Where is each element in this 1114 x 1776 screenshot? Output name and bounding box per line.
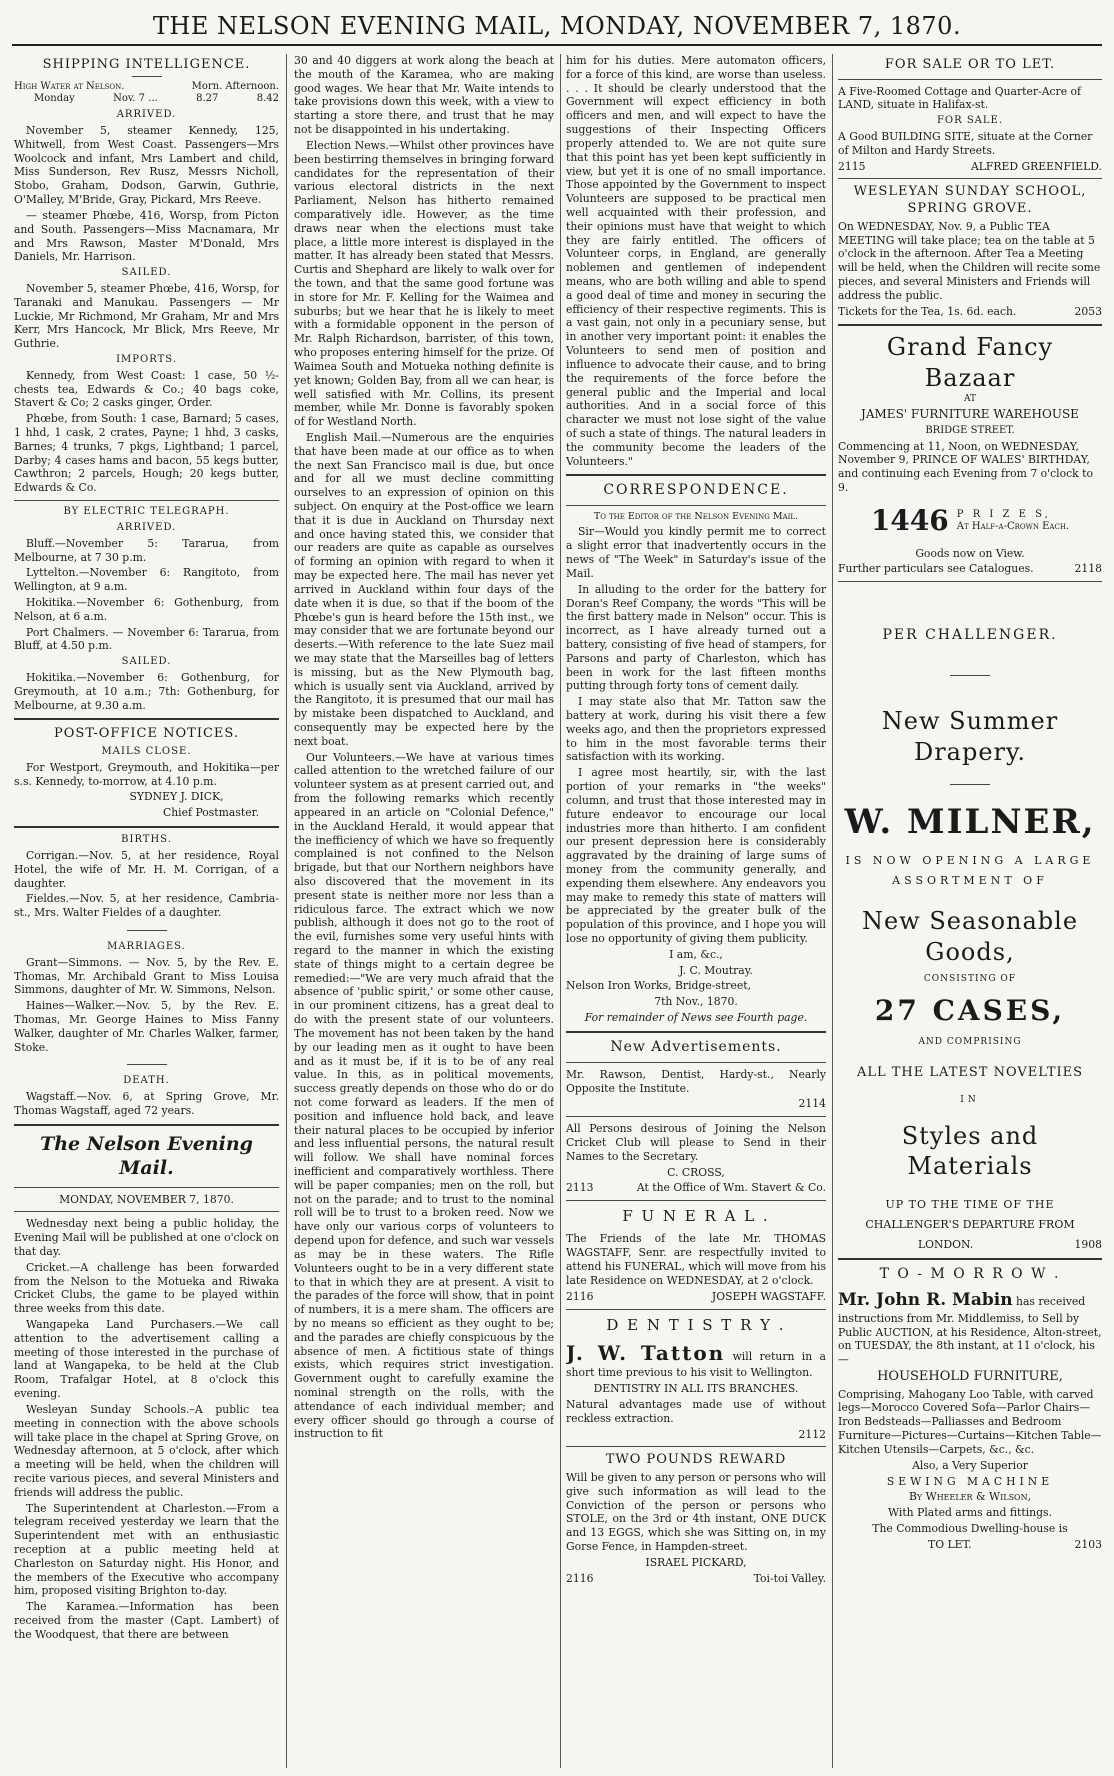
- wesleyan-heading: WESLEYAN SUNDAY SCHOOL, SPRING GROVE.: [853, 184, 1087, 217]
- masthead-rule: [12, 44, 1102, 46]
- ad-number: 2118: [1074, 562, 1102, 576]
- correspondence-heading: CORRESPONDENCE.: [603, 482, 789, 499]
- fittings-line: With Plated arms and fittings.: [887, 1506, 1053, 1520]
- tide-header: [14, 81, 279, 94]
- news-paragraph: Wesleyan Sunday Schools.–A public tea meeting in connection with the above schools will take place in the chapel at Spring Grove, on Wednesday afternoon, at 5 o'clock, after which a meeting will be held, when the children will recite various pieces, and several Ministers and friends will address the public.: [14, 1402, 279, 1499]
- reward-heading: TWO POUNDS REWARD: [605, 1452, 787, 1468]
- ad-rawson: Mr. Rawson, Dentist, Hardy-st., Nearly Opposite the Institute.: [566, 1067, 826, 1095]
- sale-heading: FOR SALE OR TO LET.: [884, 57, 1056, 72]
- sale-notice: A Five-Roomed Cottage and Quarter-Acre of LAND, situate in Halifax-st.: [838, 84, 1082, 112]
- novelties-line: ALL THE LATEST NOVELTIES: [856, 1064, 1084, 1080]
- divider: [838, 324, 1102, 326]
- prizes-count: 1446: [870, 503, 949, 537]
- postmaster-name: SYDNEY J. DICK,: [129, 790, 224, 804]
- divider: [566, 1116, 826, 1117]
- furniture-list: Comprising, Mahogany Loo Table, with carved legs—Morocco Covered Sofa—Parlor Chairs—Iron Bedsteads—Palliasses and Bedroom Furniture—Pictures—Curtains—Kitchen Table—Kitchen Utensils—Carpets, &c., &c.: [838, 1387, 1102, 1456]
- news-paragraph: The Superintendent at Charleston.—From a telegram received yesterday we learn that the Superintendent met with an enthusiastic reception at a public meeting held at Charleston on Saturday night. His Honor, and the members of the Executive who accompany him, proposed visiting Brighton to-day.: [14, 1501, 279, 1598]
- telegraph-arrived-heading: ARRIVED.: [116, 521, 177, 533]
- ad-number: 2115: [838, 159, 866, 173]
- letter-paragraph: I agree most heartily, sir, with the last portion of your remarks in "the weeks" column, and trust that those interested may in future endeavor to encourage our local industries more than hitherto. I am confident our present depression here is considerably aggravated by the draining of large sums of money from the community generally, and expending them elsewhere. Any endeavors you may make to remedy this state of matters will be appreciated by the greater bulk of the population of this province, and I hope you will lose no opportunity of giving them publicity.: [566, 766, 826, 945]
- divider: [14, 1211, 279, 1212]
- news-paragraph: Cricket.—A challenge has been forwarded from the Nelson to the Motueka and Riwaka Cricket Clubs, the game to be played within three weeks from this date.: [14, 1260, 279, 1316]
- sale-signature: ALFRED GREENFIELD.: [970, 159, 1102, 173]
- marriages-heading: MARRIAGES.: [107, 940, 186, 952]
- divider: [950, 784, 990, 785]
- sale-notice: A Good BUILDING SITE, situate at the Corner of Milton and Hardy Streets.: [838, 130, 1093, 157]
- dentistry-heading: D E N T I S T R Y .: [606, 1315, 786, 1334]
- arrival-entry: November 5, steamer Kennedy, 125, Whitwell, from West Coast. Passengers—Mrs Woolcock and infant, Mrs Lambert and child, Miss Sunderson, Rev Rusz, Messrs Nicholl, Stobo, Graham, Dodson, Garwin, Guthrie, O'Malley, M'Bride, Gray, Pickard, Mrs Reeve.: [14, 124, 279, 207]
- departure-line: CHALLENGER'S DEPARTURE FROM: [865, 1218, 1075, 1232]
- divider: [566, 1200, 826, 1201]
- births-heading: BIRTHS.: [121, 834, 172, 846]
- ad-footer: [566, 1181, 826, 1195]
- marriage-entry: Haines—Walker.—Nov. 5, by the Rev. E. Thomas, Mr. George Haines to Miss Fanny Walker, daughter of Mr. Charles Walker, farmer, Stoke.: [14, 999, 279, 1054]
- bazaar-notice: Commencing at 11, Noon, on WEDNESDAY, November 9, PRINCE OF WALES' BIRTHDAY, and continuing each Evening from 7 o'clock to 9.: [838, 439, 1093, 494]
- up-to-line: UP TO THE TIME OF THE: [885, 1198, 1055, 1212]
- ad-number: 2116: [566, 1571, 594, 1585]
- telegraph-entry: Hokitika.—November 6: Gothenburg, from Nelson, at 6 a.m.: [14, 595, 279, 623]
- household-furniture: HOUSEHOLD FURNITURE,: [877, 1369, 1063, 1384]
- column-rule: [286, 54, 287, 1768]
- to-let: TO LET.: [928, 1537, 972, 1551]
- consisting-line: CONSISTING OF: [923, 973, 1017, 984]
- divider: [14, 500, 279, 501]
- tide-row: [14, 93, 279, 106]
- bazaar-heading: Grand Fancy Bazaar: [886, 333, 1054, 393]
- opening-line: IS NOW OPENING A LARGE: [845, 854, 1095, 868]
- divider: [14, 1124, 279, 1126]
- tomorrow-heading: T O - M O R R O W .: [879, 1266, 1061, 1283]
- wesleyan-tickets: Tickets for the Tea, 1s. 6d. each.: [838, 304, 1017, 318]
- letter-paragraph: In alluding to the order for the battery for Doran's Reef Company, the words "This will be the first battery made in Nelson" occur. This is incorrect, as I have already turned out a battery, consisting of five head of stampers, for Parsons and party of Charleston, which has been in work for the last fifteen months putting through forty tons of cement daily.: [566, 582, 826, 693]
- london-line: LONDON.: [918, 1238, 974, 1252]
- marriage-entry: Grant—Simmons. — Nov. 5, by the Rev. E. Thomas, Mr. Archibald Grant to Miss Louisa Simmons, daughter of Mr. W. Simmons, Nelson.: [14, 955, 279, 997]
- news-paragraph: English Mail.—Numerous are the enquiries that have been made at our office as to when the next San Francisco mail is due, but once and for all we must decline committing ourselves to an expression of opinion on this subject. On enquiry at the Post-office we learn that it is due in Auckland on Thursday next and once having stated this, we consider that our readers are quite as capable as ourselves of forming an opinion with regard to when it may be expected here. The mail has never yet arrived in Auckland within four days of the date when it is due, so that if the boom of the Phœbe's gun is heard before the 15th inst., we may consider that we are fortunate beyond our deserts.—With reference to the late Suez mail we may state that the Marseilles bag of letters is missing, but as the New Plymouth bag, which is usually sent via Auckland, arrived by the Rangitoto, it is presumed that our mail has by mistake been dispatched to Auckland, and consequently may be expected here by the next boat.: [294, 430, 554, 748]
- letter-address: Nelson Iron Works, Bridge-street,: [566, 979, 752, 993]
- divider: [14, 826, 279, 828]
- divider: [132, 76, 162, 77]
- telegraph-entry: Lyttelton.—November 6: Rangitoto, from Wellington, at 9 a.m.: [14, 566, 279, 594]
- ad-footer: [838, 160, 1102, 174]
- ad-number: 1908: [1074, 1238, 1102, 1252]
- shipping-heading: SHIPPING INTELLIGENCE.: [42, 57, 251, 72]
- prizes-label: P R I Z E S,: [956, 508, 1051, 520]
- letter-salutation: To the Editor of the Nelson Evening Mail.: [593, 511, 799, 523]
- ad-number: 2114: [798, 1097, 826, 1111]
- ad-number: 2116: [566, 1289, 594, 1303]
- telegraph-entry: Hokitika.—November 6: Gothenburg, for Greymouth, at 10 a.m.; 7th: Gothenburg, for Melbourne, at 9.30 a.m.: [14, 671, 279, 712]
- funeral-notice: The Friends of the late Mr. THOMAS WAGSTAFF, Senr. are respectfully invited to attend his FUNERAL, which will move from his late Residence on WEDNESDAY, at 2 o'clock.: [566, 1232, 826, 1287]
- dentistry-note: Natural advantages made use of without reckless extraction.: [566, 1397, 826, 1425]
- bazaar-venue: JAMES' FURNITURE WAREHOUSE: [861, 407, 1079, 422]
- tide-date: Nov. 7 ...: [113, 93, 158, 105]
- paper-nameplate: The Nelson Evening Mail.: [40, 1132, 253, 1180]
- telegraph-heading: BY ELECTRIC TELEGRAPH.: [63, 506, 230, 518]
- divider: [838, 178, 1102, 179]
- ad-number: 2053: [1074, 304, 1102, 318]
- bazaar-at: AT: [963, 393, 976, 404]
- tide-label: High Water at Nelson.: [14, 80, 125, 92]
- news-paragraph: The Karamea.—Information has been received from the master (Capt. Lambert) of the Woodquest, that there are between: [14, 1600, 279, 1641]
- wesleyan-notice: On WEDNESDAY, Nov. 9, a Public TEA MEETING will take place; tea on the table at 5 o'clock in the afternoon. After Tea a Meeting will be held, when the Children will recite some pieces, and several Ministers and Friends will address the public.: [838, 219, 1101, 302]
- letter-closing: I am, &c.,: [669, 947, 723, 961]
- comprising-line: AND COMPRISING: [918, 1037, 1022, 1048]
- mails-close-heading: MAILS CLOSE.: [101, 746, 192, 758]
- bazaar-street: BRIDGE STREET.: [925, 424, 1015, 436]
- catalogue-note: Further particulars see Catalogues.: [838, 562, 1034, 576]
- tide-day: Monday: [34, 93, 75, 105]
- ad-footer: [838, 305, 1102, 319]
- dentist-notice: will return in a short time previous to his visit to Wellington.: [566, 1349, 826, 1380]
- news-paragraph: 30 and 40 diggers at work along the beach at the mouth of the Karamea, who are making good wages. We hear that Mr. Waite intends to take provisions down this week, with a view to starting a store there, and trust that he may not be disappointed in his undertaking.: [294, 54, 554, 137]
- divider: [14, 1187, 279, 1188]
- divider: [566, 1031, 826, 1033]
- column-2: [294, 54, 554, 1768]
- new-ads-heading: New Advertisements.: [610, 1038, 782, 1055]
- remainder-note: For remainder of News see Fourth page.: [584, 1011, 808, 1025]
- telegraph-entry: Bluff.—November 5: Tararua, from Melbourne, at 7 30 p.m.: [14, 536, 279, 564]
- news-paragraph: him for his duties. Mere automaton officers, for a force of this kind, are worse than useless. . . . It should be clearly understood that the Government will expect efficiency in both officers and men, and will expect to have the suggestions of their Inspecting Officers properly attended to. We are not quite sure that this point has yet been kept sufficiently in view, but yet it is one of no small importance. Those appointed by the Government to inspect Volunteers are supposed to be practical men well acquainted with their profession, and their opinions must have that weight to which they are fairly entitled. The officers of Volunteer corps, in England, are generally noblemen and gentlemen of independent means, who are both willing and able to spend a good deal of time and money in securing the efficiency of their respective regiments. This is a vast gain, not only in a pecuniary sense, but in another very important point: it enables the Volunteers to send men of position and influence to advocate their cause, and to bring the requirements of the force before the general public and the Imperial and local authorities. And in a social force of this character we must not lose sight of the value of such a state of things. The natural leaders in the community become the leaders of the Volunteers.": [566, 54, 826, 468]
- dwelling-line: The Commodious Dwelling-house is: [872, 1521, 1068, 1535]
- cases-count: 27 CASES,: [874, 994, 1066, 1028]
- assortment-line: ASSORTMENT OF: [892, 874, 1048, 888]
- ad-number: 2112: [798, 1427, 826, 1441]
- reward-address: Toi-toi Valley.: [753, 1571, 826, 1585]
- letter-signature: J. C. Moutray.: [679, 963, 753, 977]
- in-line: IN: [960, 1095, 980, 1106]
- letter-date: 7th Nov., 1870.: [654, 995, 738, 1009]
- ad-address: At the Office of Wm. Stavert & Co.: [636, 1181, 826, 1195]
- maker-line: By Wheeler & Wilson,: [908, 1490, 1032, 1504]
- divider: [566, 1309, 826, 1310]
- ad-footer: [838, 1238, 1102, 1252]
- import-entry: Phœbe, from South: 1 case, Barnard; 5 cases, 1 hhd, 1 cask, 2 crates, Payne; 1 hhd, 3 casks, Barnes; 4 trunks, 7 pkgs, Lightband; 1 parcel, Darby; 4 cases hams and bacon, 55 kegs butter, Cawthron; 2 parcels, Hough; 20 kegs butter, Edwards & Co.: [14, 412, 279, 495]
- paper-date: MONDAY, NOVEMBER 7, 1870.: [59, 1192, 234, 1206]
- prizes-price: At Half-a-Crown Each.: [956, 520, 1070, 532]
- news-paragraph: Wednesday next being a public holiday, the Evening Mail will be published at one o'clock on that day.: [14, 1217, 279, 1258]
- divider: [566, 1446, 826, 1447]
- divider: [127, 1064, 167, 1065]
- divider: [838, 1258, 1102, 1260]
- divider: [566, 474, 826, 476]
- new-summer-drapery: New Summer Drapery.: [881, 707, 1059, 766]
- divider: [14, 718, 279, 720]
- funeral-signature: JOSEPH WAGSTAFF.: [711, 1289, 826, 1303]
- tide-morn: 8.27: [196, 93, 219, 105]
- column-rule: [560, 54, 561, 1768]
- divider: [566, 505, 826, 506]
- ad-footer: [566, 1290, 826, 1304]
- sailed-heading: SAILED.: [121, 267, 172, 279]
- death-entry: Wagstaff.—Nov. 6, at Spring Grove, Mr. Thomas Wagstaff, aged 72 years.: [14, 1090, 279, 1118]
- telegraph-entry: Port Chalmers. — November 6: Tararua, from Bluff, at 4.50 p.m.: [14, 625, 279, 653]
- telegraph-sailed-heading: SAILED.: [121, 656, 172, 668]
- death-heading: DEATH.: [123, 1075, 170, 1087]
- news-paragraph: Election News.—Whilst other provinces have been bestirring themselves in bringing forward candidates for the representation of their various electoral districts in the next Parliament, Nelson has hitherto remained comparatively idle. However, as the time draws near when the elections must take place, a little more interest is displayed in the matter. It has already been stated that Messrs. Curtis and Shephard are likely to walk over for the town, and that the same good fortune was in store for Mr. F. Kelling for the Waimea and suburbs; but we hear that he is likely to meet with a formidable opponent in the person of Mr. Ralph Richardson, barrister, of this town, who proposes entering himself for the prize. Of Waimea South and Motueka nothing definite is yet known; Golden Bay, from all we can hear, is well satisfied with Mr. Collins, its present member, while Mr. Donne is favorably spoken of for Westland North.: [294, 138, 554, 429]
- divider: [127, 930, 167, 931]
- column-3: [566, 54, 826, 1768]
- auctioneer-name: Mr. John R. Mabin: [838, 1290, 1013, 1310]
- ad-footer: [838, 562, 1102, 576]
- postmaster-title: Chief Postmaster.: [162, 806, 259, 820]
- import-entry: Kennedy, from West Coast: 1 case, 50 ½-chests tea, Edwards & Co.; 40 bags coke, Stavert & Co; 2 casks ginger, Order.: [14, 368, 279, 410]
- divider: [838, 581, 1102, 582]
- ad-footer: [566, 1572, 826, 1586]
- post-office-notice: For Westport, Greymouth, and Hokitika—per s.s. Kennedy, to-morrow, at 4.10 p.m.: [14, 760, 279, 788]
- ad-number: 2103: [1074, 1537, 1102, 1551]
- tide-columns: Morn. Afternoon.: [191, 80, 279, 92]
- reward-notice: Will be given to any person or persons who will give such information as will lead to the Conviction of the person or persons who STOLE, on the 3rd or 4th instant, ONE DUCK and 13 EGGS, which she was Sitting on, in my Gorse Fence, in Hampden-street.: [566, 1471, 826, 1554]
- news-paragraph: Wangapeka Land Purchasers.—We call attention to the advertisement calling a meeting of those interested in the purchase of land at Wangapeka, to be held at the Club Room, Trafalgar Hotel, at 8 o'clock this evening.: [14, 1318, 279, 1401]
- ad-number: 2113: [566, 1181, 594, 1195]
- imports-heading: IMPORTS.: [116, 354, 177, 365]
- birth-entry: Corrigan.—Nov. 5, at her residence, Royal Hotel, the wife of Mr. H. M. Corrigan, of a daughter.: [14, 848, 279, 890]
- ad-cricket-signature: C. CROSS,: [667, 1165, 725, 1179]
- styles-materials: Styles and Materials: [901, 1121, 1039, 1181]
- ad-cricket: All Persons desirous of Joining the Nelson Cricket Club will please to Send in their Names to the Secretary.: [566, 1122, 826, 1163]
- ad-footer: [838, 1538, 1102, 1552]
- divider: [566, 1062, 826, 1063]
- dentist-name: J. W. Tatton: [566, 1340, 726, 1365]
- sailing-entry: November 5, steamer Phœbe, 416, Worsp, for Taranaki and Manukau. Passengers — Mr Luckie, Mr Richmond, Mr Graham, Mr and Mrs Kerr, Mrs Hancock, Mr Blick, Mrs Reeve, Mr Guthrie.: [14, 281, 279, 351]
- sale-subheading: FOR SALE.: [936, 115, 1004, 127]
- masthead: THE NELSON EVENING MAIL, MONDAY, NOVEMBER 7, 1870.: [152, 12, 962, 40]
- per-challenger: PER CHALLENGER.: [882, 627, 1058, 644]
- seasonable-goods: New Seasonable Goods,: [861, 907, 1079, 966]
- divider: [950, 675, 990, 676]
- news-paragraph: Our Volunteers.—We have at various times called attention to the wretched failure of our volunteer system as at present carried out, and from the following remarks which recently appeared in an article on "Colonial Defence," in the Auckland Herald, it would appear that the inefficiency of which we have so frequently complained is not confined to the Nelson brigade, but that our Northern neighbors have also discovered that the movement in its present state is neither more nor less than a ridiculous farce. The extract which we now publish, although it does not go to the root of the evil, furnishes some very useful hints with regard to the manner in which the existing state of things might to a certain degree be remedied:—"We are very much afraid that the absence of 'public spirit,' or some other cause, in our prominent citizens, has a great deal to do with the present state of our volunteers. The movement has not been taken by the hand by our leading men as it ought to have been and as it must be, if it is to be of any real value. In this, as in political movements, success greatly depends on those who do or do not come forward as leaders. If the men of position and influence hold back, and leave their natural places to be occupied by inferior and less influential persons, the natural result will follow. We shall have nominal forces inefficient and comparatively worthless. There will be paper companies; men on the roll, but not on the parade; and to trust to the nominal roll will be to trust to a broken reed. Now we have only our various corps of volunteers to depend upon for defence, and such war vessels as may be in these waters. The Rifle Volunteers ought to be in a very different state to that in which they are at present. A visit to the parades of the force will show, that in point of numbers, it is a mere sham. The officers are by no means so efficient as they ought to be; and the parades are chiefly conspicuous by the absence of men. A fictitious state of things exists, which requires strict investigation. Government ought to carefully examine the nominal strength on the rolls, with the attendance of each individual member; and every officer should go through a course of instruction to fit: [294, 750, 554, 1441]
- reward-signature: ISRAEL PICKARD,: [645, 1555, 747, 1569]
- letter-paragraph: Sir—Would you kindly permit me to correct a slight error that inadvertently occurs in the news of "The Week" in Saturday's issue of the Mail.: [566, 525, 826, 580]
- divider: [838, 79, 1102, 80]
- goods-on-view: Goods now on View.: [915, 546, 1025, 560]
- prizes-banner: [838, 503, 1102, 539]
- birth-entry: Fieldes.—Nov. 5, at her residence, Cambria-st., Mrs. Walter Fieldes of a daughter.: [14, 892, 279, 920]
- dentistry-branches: DENTISTRY IN ALL ITS BRANCHES.: [593, 1382, 799, 1396]
- funeral-heading: F U N E R A L .: [622, 1207, 770, 1226]
- column-rule: [832, 54, 833, 1768]
- tide-aft: 8.42: [256, 93, 279, 105]
- also-line: Also, a Very Superior: [912, 1458, 1028, 1472]
- arrived-heading: ARRIVED.: [116, 109, 177, 121]
- column-1: [14, 54, 279, 1768]
- milner-name: W. MILNER,: [844, 801, 1096, 842]
- sewing-machine: SEWING MACHINE: [886, 1474, 1054, 1488]
- column-4: [838, 54, 1102, 1768]
- auction-notice: has received instructions from Mr. Middlemiss, to Sell by Public AUCTION, at his Residence, Alton-street, on TUESDAY, the 8th instant, at 11 o'clock, his—: [838, 1295, 1102, 1367]
- post-office-heading: POST-OFFICE NOTICES.: [54, 726, 239, 742]
- arrival-entry: — steamer Phœbe, 416, Worsp, from Picton and South. Passengers—Miss Macnamara, Mr and Mrs Rawson, Master M'Donald, Mrs Daniels, Mr. Harrison.: [14, 208, 279, 264]
- letter-paragraph: I may state also that Mr. Tatton saw the battery at work, during his visit there a few weeks ago, and then the proprietors expressed to him in the most favorable terms their satisfaction with its working.: [566, 695, 826, 764]
